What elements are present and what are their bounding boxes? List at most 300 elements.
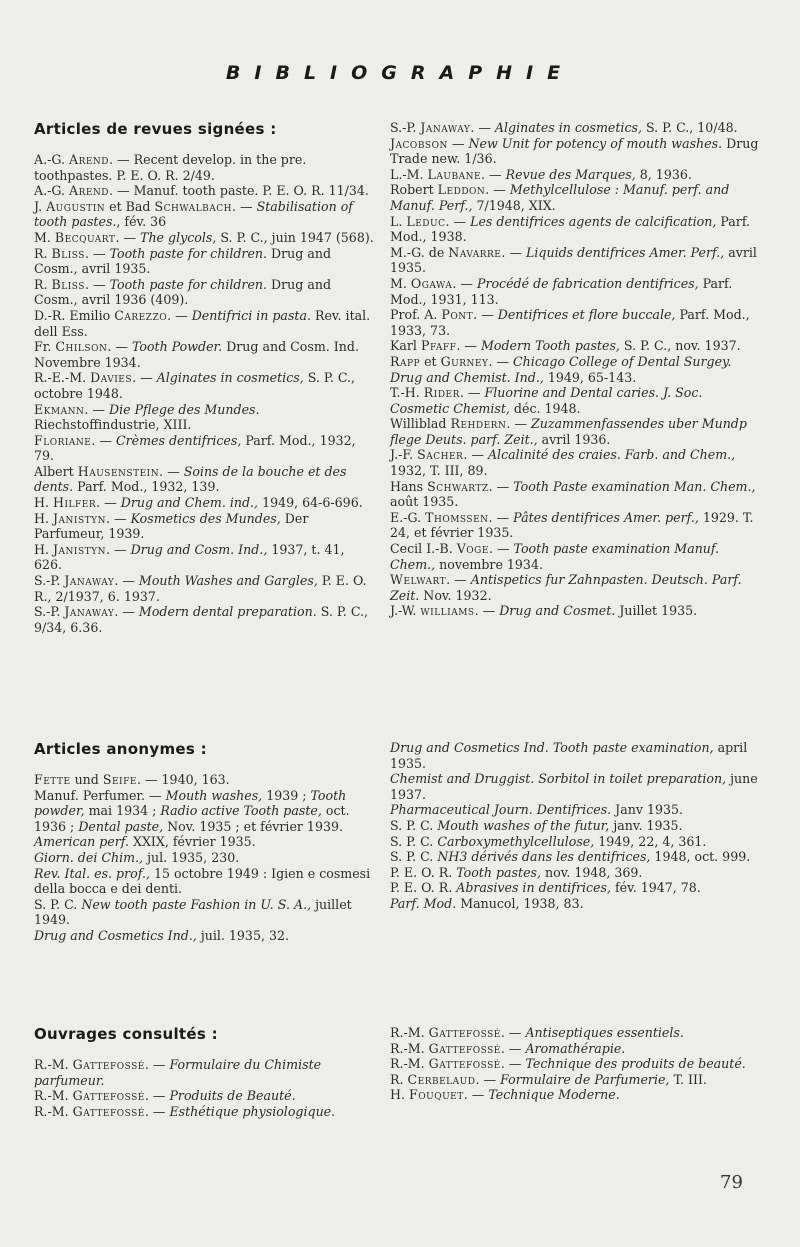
entry-text: P. E. O. R., 2/1937, 6. 1937. — [34, 573, 367, 604]
publication-title: Fluorine and Dental caries. J. Soc. Cosmetic Chemist, — [390, 385, 703, 416]
entry-text: . — — [84, 276, 110, 292]
author-name: Rider — [423, 385, 460, 401]
entry-text: . — — [463, 1087, 489, 1103]
entry-text: . — — [105, 510, 131, 526]
entry-text: M.-G. de — [390, 244, 449, 260]
entry-text: 15 octobre 1949 : Igien e cosmesi della bocca e dei denti. — [34, 865, 371, 897]
entry-text: 8, 1936. — [635, 166, 692, 182]
entry-text: R.-M. — [34, 1088, 73, 1104]
entry-text: . — — [144, 1057, 170, 1072]
bibliography-entry — [390, 1072, 765, 1088]
entry-text: T. III. — [669, 1071, 707, 1087]
entry-text: . — — [114, 573, 139, 589]
publication-title: New Unit for potency of mouth washes. — [468, 135, 723, 151]
bibliography-entry — [390, 572, 765, 603]
entry-text: XXIX, février 1935. — [128, 834, 256, 850]
author-name: Rapp — [390, 353, 421, 369]
entry-text: Cecil I.-B. — [390, 541, 457, 557]
publication-title: Rev. Ital. es. prof., — [34, 865, 150, 881]
bibliography-entry — [34, 850, 374, 866]
section-works-consulted — [0, 1025, 800, 1165]
entry-text: Prof. A. — [390, 307, 442, 323]
entry-text: , S. P. C., juin 1947 (568). — [212, 229, 374, 245]
publication-title: Les dentifrices agents de calcification, — [470, 213, 717, 229]
bibliography-entry — [390, 214, 765, 245]
author-name: Carezzo — [114, 307, 168, 323]
entry-text: H. — [390, 1087, 409, 1103]
bibliography-entry — [390, 510, 765, 541]
bibliography-entry — [34, 246, 374, 277]
entry-text: fév. 1947, 78. — [610, 880, 701, 896]
bibliography-entry — [34, 788, 374, 835]
bibliography-entry — [390, 167, 765, 183]
entry-text: . — — [474, 603, 500, 619]
entry-text: S.-P. — [34, 573, 65, 589]
entry-text: R.-E.-M. — [34, 370, 91, 386]
entry-text: Janv 1935. — [611, 802, 684, 818]
publication-title: Liquids dentifrices Amer. Perf., — [526, 244, 725, 260]
entry-text: . — — [481, 166, 506, 182]
publication-title: Technique des produits de beauté. — [525, 1056, 746, 1072]
author-name: Gattefossé — [72, 1057, 145, 1072]
entry-text: Der Parfumeur, 1939. — [34, 510, 309, 542]
publication-title: Dental paste, — [78, 818, 164, 834]
entry-text: janv. 1935. — [609, 817, 683, 833]
bibliography-entry — [34, 511, 374, 542]
bibliography-entry — [390, 447, 765, 478]
publication-title: Drug and Cosmetics Ind. Tooth paste examination, — [390, 740, 714, 755]
entry-text: P. E. O. R. — [390, 880, 457, 896]
bibliography-entry — [34, 370, 374, 401]
publication-title: Carboxymethylcellulose, — [437, 833, 595, 849]
entry-text: . — — [144, 1088, 170, 1104]
publication-title: Tooth paste for children. — [109, 276, 268, 292]
author-name: Navarre — [448, 244, 502, 260]
entry-text: A.-G. — [34, 183, 69, 199]
entry-text: . — — [473, 307, 498, 323]
entry-text: S.-P. — [390, 120, 421, 135]
bibliography-entry — [390, 880, 765, 896]
entry-text: S. P. C. — [390, 849, 438, 865]
publication-title: Drug and Cosmet. — [499, 603, 616, 619]
entry-text: Parf. Mod., 1931, 113. — [390, 275, 733, 307]
bibliography-entry — [390, 182, 765, 213]
author-name: Voge — [456, 541, 489, 557]
entry-text: Drug Trade new. 1/36. — [390, 135, 759, 167]
author-name: Gurney — [440, 353, 489, 369]
bibliography-entry — [390, 865, 765, 881]
author-name: Pont — [441, 307, 474, 323]
entry-text: . — 1940, 163. — [136, 772, 230, 787]
bibliography-entry — [390, 1087, 765, 1103]
publication-title: Aromathérapie. — [525, 1040, 626, 1056]
entry-list — [390, 1025, 765, 1103]
author-name: Bliss — [51, 245, 85, 261]
publication-title: Zuzammenfassendes uber Mundp flege Deuts. parf. Zeit., — [390, 416, 747, 447]
author-name: Gattefossé — [428, 1040, 501, 1056]
entry-text: . — — [463, 447, 488, 463]
author-name: Fouquet — [409, 1087, 464, 1103]
publication-title: Antiseptiques essentiels. — [525, 1025, 684, 1040]
bibliography-entry — [34, 339, 374, 370]
publication-title: Mouth washes of the futur, — [437, 817, 610, 833]
bibliography-entry — [390, 896, 765, 912]
entry-text: S. P. C., nov. 1937. — [619, 338, 741, 354]
entry-text: R. — [34, 245, 52, 261]
author-name: Arend — [68, 152, 110, 167]
author-name: Welwart — [390, 572, 447, 588]
publication-title: Mouth Washes and Gargles, — [138, 573, 318, 589]
entry-text: E.-G. — [390, 509, 426, 525]
entry-text: S.-P. — [34, 604, 65, 620]
publication-title: NH3 dérivés dans les dentifrices, — [437, 849, 651, 865]
bibliography-entry — [34, 464, 374, 495]
bibliography-entry — [390, 541, 765, 572]
publication-title: Abrasives in dentifrices, — [456, 880, 611, 896]
publication-title: American perf. — [34, 834, 129, 850]
author-name: Gattefossé — [72, 1088, 145, 1104]
author-name: Ekmann — [34, 401, 85, 417]
anonymous-left-column — [34, 740, 374, 944]
entry-text: . — — [475, 1071, 501, 1087]
entry-text: P. E. O. R. — [390, 864, 457, 880]
entry-text: L.-M. — [390, 166, 428, 182]
entry-text: Hans — [390, 478, 428, 494]
publication-title: Formulaire du Chimiste parfumeur. — [34, 1057, 322, 1088]
bibliography-entry — [390, 603, 765, 619]
entry-text: J.-F. — [390, 447, 418, 463]
entry-text: . — — [500, 1025, 526, 1040]
entry-text: oct. 1936 ; — [34, 803, 350, 834]
entry-text: . — — [446, 572, 471, 588]
entry-text: S. P. C., octobre 1948. — [34, 370, 356, 401]
section-anonymous-articles — [0, 740, 800, 1000]
bibliography-entry — [390, 834, 765, 850]
entry-text: R.-M. — [390, 1056, 429, 1072]
entry-text: . — — [470, 120, 495, 135]
bibliography-entry — [34, 897, 374, 928]
section-heading: Articles anonymes : — [34, 740, 207, 758]
publication-title: Antispetics fur Zahnpasten. Deutsch. Parf. Zeit. — [390, 572, 742, 603]
entry-text: Nov. 1932. — [419, 587, 492, 603]
bibliography-entry — [34, 183, 374, 199]
author-name: Schwalbach — [154, 198, 232, 214]
publication-title: Soins de la bouche et des dents. — [34, 463, 347, 495]
publication-title: Pâtes dentifrices Amer. perf., — [513, 509, 699, 525]
entry-text: Parf. Mod., 1932, 79. — [34, 432, 356, 464]
bibliography-entry — [390, 1041, 765, 1057]
author-name: Leddon — [437, 182, 486, 198]
entry-text: S. P. C. — [390, 833, 438, 849]
entry-text: . — — [84, 401, 109, 417]
author-name: Arend — [68, 183, 110, 199]
publication-title: Pharmaceutical Journ. Dentifrices. — [390, 802, 612, 818]
entry-text: Parf. Mod., 1933, 73. — [390, 307, 750, 338]
publication-title: Mouth washes, — [165, 787, 263, 803]
entry-text: und — [70, 772, 103, 787]
entry-text: Drug and Cosm., avril 1936 (409). — [34, 276, 332, 308]
publication-title: Dentifrices et flore buccale, — [497, 307, 676, 323]
author-name: Davies — [90, 370, 133, 386]
author-name: Janaway — [64, 573, 115, 589]
bibliography-entry — [390, 771, 765, 802]
publication-title: Alginates in cosmetics, — [156, 370, 304, 386]
bibliography-entry — [34, 495, 374, 511]
bibliography-entry — [390, 136, 765, 167]
bibliography-entry — [390, 307, 765, 338]
author-name: Floriane — [34, 432, 92, 448]
entry-text: . — — [91, 432, 116, 448]
entry-text: nov. 1948, 369. — [541, 864, 643, 880]
entry-text: . — — [488, 478, 514, 494]
publication-title: Giorn. dei Chim., — [34, 849, 144, 865]
bibliography-entry — [34, 928, 374, 944]
entry-text: R. — [390, 1071, 408, 1087]
entry-text: M. — [390, 275, 411, 291]
entry-text: J.-W. — [390, 603, 421, 619]
author-name: Gattefossé — [72, 1103, 145, 1119]
author-name: Seife — [102, 772, 137, 787]
entry-text: Albert — [34, 463, 78, 479]
entry-text: . — — [96, 495, 121, 511]
entry-text: . — — [167, 307, 192, 323]
publication-title: Parf. Mod. — [390, 895, 457, 911]
author-name: Thomssen — [425, 509, 489, 525]
entry-text: T.-H. — [390, 385, 424, 401]
bibliography-entry — [34, 152, 374, 183]
publication-title: Formulaire de Parfumerie, — [500, 1071, 670, 1087]
entry-text: . — — [488, 509, 514, 525]
works-right-column — [390, 1025, 765, 1103]
bibliography-entry — [390, 245, 765, 276]
entry-text: S. P. C. — [34, 896, 82, 912]
author-name: Laubane — [427, 166, 482, 182]
entry-text: R.-M. — [390, 1025, 429, 1040]
works-left-column — [34, 1025, 374, 1119]
entry-list — [34, 1057, 374, 1119]
publication-title: Methylcellulose : Manuf. perf. and Manuf. Perf., — [390, 182, 730, 213]
entry-text: Juillet 1935. — [615, 603, 698, 619]
bibliography-entry — [34, 230, 374, 246]
page-title: BIBLIOGRAPHIE — [225, 62, 575, 84]
entry-text: . — — [84, 245, 110, 261]
publication-title: Kosmetics des Mundes, — [130, 510, 281, 526]
bibliography-entry — [34, 866, 374, 897]
bibliography-entry — [390, 416, 765, 447]
bibliography-entry — [390, 849, 765, 865]
entry-text: H. — [34, 495, 53, 511]
publication-title: Drug and Chem. ind., — [120, 495, 259, 511]
entry-text: 1949, 22, 4, 361. — [594, 833, 707, 849]
section-signed-articles — [0, 120, 800, 740]
publication-title: Alcalinité des craies. Farb. and Chem., — [487, 447, 736, 463]
author-name: Pfaff — [420, 338, 457, 354]
publication-title: Tooth pastes, — [456, 864, 541, 880]
entry-text: J. — [34, 198, 47, 214]
entry-text: 1937, t. 41, 626. — [34, 541, 345, 573]
bibliography-entry — [390, 818, 765, 834]
entry-text: déc. 1948. — [509, 400, 581, 416]
entry-text: R. — [34, 276, 52, 292]
signed-left-column — [34, 120, 374, 635]
entry-text: Williblad — [390, 416, 451, 432]
entry-text: D.-R. Emilio — [34, 307, 115, 323]
entry-text: 1929. T. 24, et février 1935. — [390, 509, 754, 541]
entry-text: . — — [456, 338, 482, 354]
publication-title: Tooth Powder. — [131, 339, 223, 355]
bibliography-entry — [34, 277, 374, 308]
bibliography-entry — [390, 276, 765, 307]
entry-text: S. P. C., 9/34, 6.36. — [34, 604, 369, 635]
bibliography-entry — [34, 308, 374, 339]
bibliography-entry — [390, 802, 765, 818]
entry-list — [34, 772, 374, 944]
entry-text: Fr. — [34, 339, 56, 355]
entry-text: Rev. ital. dell Ess. — [34, 307, 371, 339]
entry-text: et — [420, 353, 441, 369]
bibliography-entry — [34, 604, 374, 635]
author-name: Gattefossé — [428, 1025, 501, 1040]
publication-title: Drug and Cosm. Ind., — [130, 541, 268, 557]
section-heading: Articles de revues signées : — [34, 120, 277, 138]
entry-text: L. — [390, 213, 407, 229]
author-name: Leduc — [406, 213, 446, 229]
entry-text: R.-M. — [34, 1103, 73, 1119]
entry-text: mai 1934 ; — [84, 803, 161, 819]
author-name: Janistyn — [53, 510, 106, 526]
entry-text: novembre 1934. — [435, 556, 543, 572]
entry-text: , fév. 36 — [116, 214, 167, 230]
bibliography-entry — [390, 479, 765, 510]
bibliography-entry — [390, 338, 765, 354]
entry-text: juillet 1949. — [34, 896, 352, 928]
publication-title: Technique Moderne. — [488, 1087, 620, 1103]
publication-title: Stabilisation of tooth pastes. — [34, 198, 353, 230]
entry-text: jul. 1935, 230. — [143, 849, 240, 865]
entry-text: — — [447, 135, 469, 151]
entry-text: Riechstoffindustrie, XIII. — [34, 417, 192, 433]
author-name: Hilfer — [53, 495, 97, 511]
entry-text: 1949, 65-143. — [543, 369, 637, 385]
publication-title: Dentifrici in pasta. — [191, 307, 311, 323]
page-number: 79 — [720, 1172, 743, 1193]
entry-text: Drug and Cosm., avril 1935. — [34, 245, 332, 277]
author-name: Rehdern — [450, 416, 507, 432]
publication-title: New tooth paste Fashion in U. S. A., — [81, 896, 312, 912]
publication-title: Esthétique physiologique. — [169, 1103, 336, 1119]
bibliography-entry — [390, 1056, 765, 1072]
entry-text: . — — [232, 198, 257, 214]
entry-text: Nov. 1935 ; et février 1939. — [163, 818, 343, 834]
entry-text: Manuf. Perfumer. — — [34, 787, 166, 803]
entry-text: Parf. Mod., 1932, 139. — [73, 479, 220, 495]
entry-text: R.-M. — [34, 1057, 73, 1072]
entry-text: A.-G. — [34, 152, 69, 167]
publication-title: Tooth paste for children. — [109, 245, 268, 261]
author-name: Sacher — [417, 447, 464, 463]
entry-text: april 1935. — [390, 740, 748, 771]
author-name: Schwartz — [427, 478, 489, 494]
bibliography-entry — [34, 573, 374, 604]
entry-text: 1949, 64-6-696. — [258, 495, 363, 511]
entry-text: et Bad — [105, 198, 155, 214]
entry-text: juil. 1935, 32. — [196, 927, 289, 943]
signed-right-column — [390, 120, 765, 619]
publication-title: Modern dental preparation. — [138, 604, 317, 620]
entry-text: Drug and Cosm. Ind. Novembre 1934. — [34, 339, 359, 370]
entry-text: . — — [115, 229, 141, 245]
author-name: Janistyn — [53, 541, 106, 557]
bibliography-entry — [34, 433, 374, 464]
publication-title: Tooth paste examination Manuf. Chem., — [390, 541, 720, 572]
publication-title: Drug and Cosmetics Ind., — [34, 927, 197, 943]
bibliography-entry — [34, 1088, 374, 1104]
author-name: williams — [420, 603, 475, 619]
entry-text: . — — [485, 182, 510, 198]
author-name: Cerbelaud — [407, 1071, 476, 1087]
entry-text: . — — [506, 416, 531, 432]
author-name: Ogawa — [410, 275, 453, 291]
entry-text: . — Recent develop. in the pre. toothpastes. P. E. O. R. 2/49. — [34, 152, 307, 183]
author-name: Janaway — [64, 604, 115, 620]
entry-text: . — — [459, 385, 485, 401]
bibliography-entry — [390, 385, 765, 416]
bibliography-entry — [34, 834, 374, 850]
entry-text: 1948, oct. 999. — [650, 849, 751, 865]
author-name: Janaway — [420, 120, 471, 135]
publication-title: Chicago College of Dental Surgey. Drug and Chemist. Ind., — [390, 353, 732, 385]
anonymous-right-column — [390, 740, 765, 912]
entry-text: Manucol, 1938, 83. — [456, 895, 584, 911]
bibliography-entry — [390, 354, 765, 385]
entry-text: . — — [452, 275, 477, 291]
publication-title: The glycols — [140, 229, 213, 245]
entry-list — [390, 120, 765, 619]
entry-text: août 1935. — [390, 494, 459, 510]
entry-text: H. — [34, 510, 53, 526]
entry-text: . — — [144, 1103, 170, 1119]
bibliography-entry — [34, 1057, 374, 1088]
entry-text: R.-M. — [390, 1040, 429, 1056]
publication-title: Chemist and Druggist. Sorbitol in toilet preparation, — [390, 771, 727, 787]
entry-text: . — — [159, 463, 184, 479]
bibliography-entry — [34, 542, 374, 573]
entry-text: S. P. C. — [390, 817, 438, 833]
entry-text: june 1937. — [390, 771, 758, 802]
entry-text: Karl — [390, 338, 421, 354]
author-name: Augustin — [46, 198, 106, 214]
bibliography-entry — [34, 1104, 374, 1120]
author-name: Fette — [34, 772, 71, 787]
entry-text: 1939 ; — [262, 787, 311, 803]
publication-title: Tooth Paste examination Man. Chem., — [513, 478, 756, 494]
author-name: Jacobson — [390, 135, 448, 151]
entry-text: . — — [488, 353, 514, 369]
bibliography-entry — [34, 199, 374, 230]
entry-text: . — — [501, 244, 526, 260]
entry-text: H. — [34, 541, 53, 557]
entry-text: . — — [105, 541, 131, 557]
entry-text: . — — [132, 370, 157, 386]
publication-title: Crèmes dentifrices, — [115, 432, 242, 448]
entry-text: 1932, T. III, 89. — [390, 463, 488, 479]
publication-title: Modern Tooth pastes, — [481, 338, 620, 354]
author-name: Becquart — [54, 229, 116, 245]
author-name: Chilson — [55, 339, 108, 355]
entry-text: . — — [114, 604, 139, 620]
publication-title: Revue des Marques, — [505, 166, 636, 182]
entry-text: avril 1936. — [537, 431, 611, 447]
